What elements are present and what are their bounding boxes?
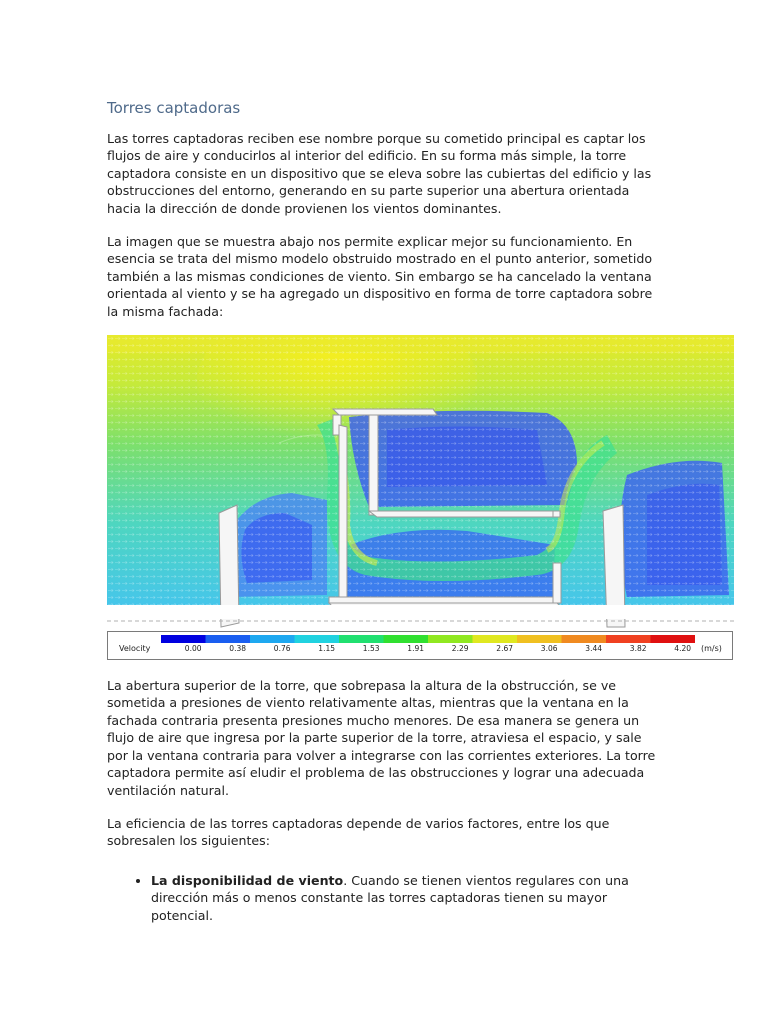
list-item bbox=[151, 872, 737, 924]
legend-tick-label: 3.06 bbox=[540, 644, 558, 654]
legend-tick-label: 2.29 bbox=[451, 644, 469, 654]
paragraph-image-explanation: La imagen que se muestra abajo nos permite explicar mejor su funcionamiento. En esencia se trata del mismo modelo obstruido mostrado en el punto anterior, sometido también a las mismas condiciones de viento. Sin embargo se ha cancelado la ventana orientada al viento y se ha agregado un dispositivo en forma de torre captadora sobre la misma fachada: bbox=[107, 234, 653, 319]
list-item-title: La disponibilidad de viento bbox=[151, 872, 344, 888]
section-heading: Torres captadoras bbox=[107, 99, 241, 117]
legend-swatch bbox=[428, 635, 473, 643]
legend-swatch bbox=[473, 635, 518, 643]
legend-tick-label: 1.53 bbox=[362, 644, 380, 654]
legend-color-scale bbox=[161, 635, 695, 643]
legend-swatch bbox=[517, 635, 562, 643]
legend-swatch bbox=[562, 635, 607, 643]
cfd-simulation-image bbox=[107, 335, 734, 661]
factors-list bbox=[107, 872, 737, 924]
legend-swatch bbox=[339, 635, 384, 643]
legend-tick-label: 0.38 bbox=[229, 644, 246, 654]
velocity-legend bbox=[108, 632, 733, 660]
legend-tick-label: 0.76 bbox=[273, 644, 291, 654]
legend-swatch bbox=[295, 635, 340, 643]
paragraph-intro: Las torres captadoras reciben ese nombre porque su cometido principal es captar los flujos de aire y conducirlos al interior del edificio. En su forma más simple, la torre captadora consiste en un dispositivo que se eleva sobre las cubiertas del edificio y las obstrucciones del entorno, generando en su parte superior una abertura orientada hacia la dirección de donde provienen los vientos dominantes. bbox=[107, 131, 652, 216]
legend-unit: (m/s) bbox=[701, 644, 722, 654]
legend-swatch bbox=[161, 635, 206, 643]
legend-swatch bbox=[606, 635, 651, 643]
legend-label: Velocity bbox=[119, 644, 151, 654]
legend-swatch bbox=[651, 635, 696, 643]
legend-swatch bbox=[206, 635, 251, 643]
legend-tick-label: 3.82 bbox=[629, 644, 647, 654]
paragraph-efficiency-factors: La eficiencia de las torres captadoras depende de varios factores, entre los que sobresalen los siguientes: bbox=[107, 815, 610, 849]
legend-tick-label: 4.20 bbox=[674, 644, 691, 654]
legend-tick-label: 3.44 bbox=[585, 644, 602, 654]
paragraph-tower-operation: La abertura superior de la torre, que sobrepasa la altura de la obstrucción, se ve sometida a presiones de viento relativamente altas, mientras que la ventana en la fachada contraria presenta presiones mucho menores. De esa manera se genera un flujo de aire que ingresa por la parte superior de la torre, atraviesa el espacio, y sale por la ventana contraria para volver a integrarse con las corrientes exteriores. La torre captadora permite así eludir el problema de las obstrucciones y lograr una adecuada ventilación natural. bbox=[107, 678, 656, 798]
legend-tick-label: 1.15 bbox=[318, 644, 335, 654]
legend-swatch bbox=[250, 635, 295, 643]
list-item-text: . Cuando se tienen vientos regulares con una dirección más o menos constante las torres captadoras tienen su mayor potencial. bbox=[151, 872, 629, 923]
document-page bbox=[107, 96, 737, 924]
legend-tick-label: 0.00 bbox=[184, 644, 202, 654]
legend-tick-label: 1.91 bbox=[407, 644, 424, 654]
legend-swatch bbox=[384, 635, 429, 643]
legend-tick-label: 2.67 bbox=[496, 644, 513, 654]
cfd-velocity-figure bbox=[107, 335, 734, 661]
